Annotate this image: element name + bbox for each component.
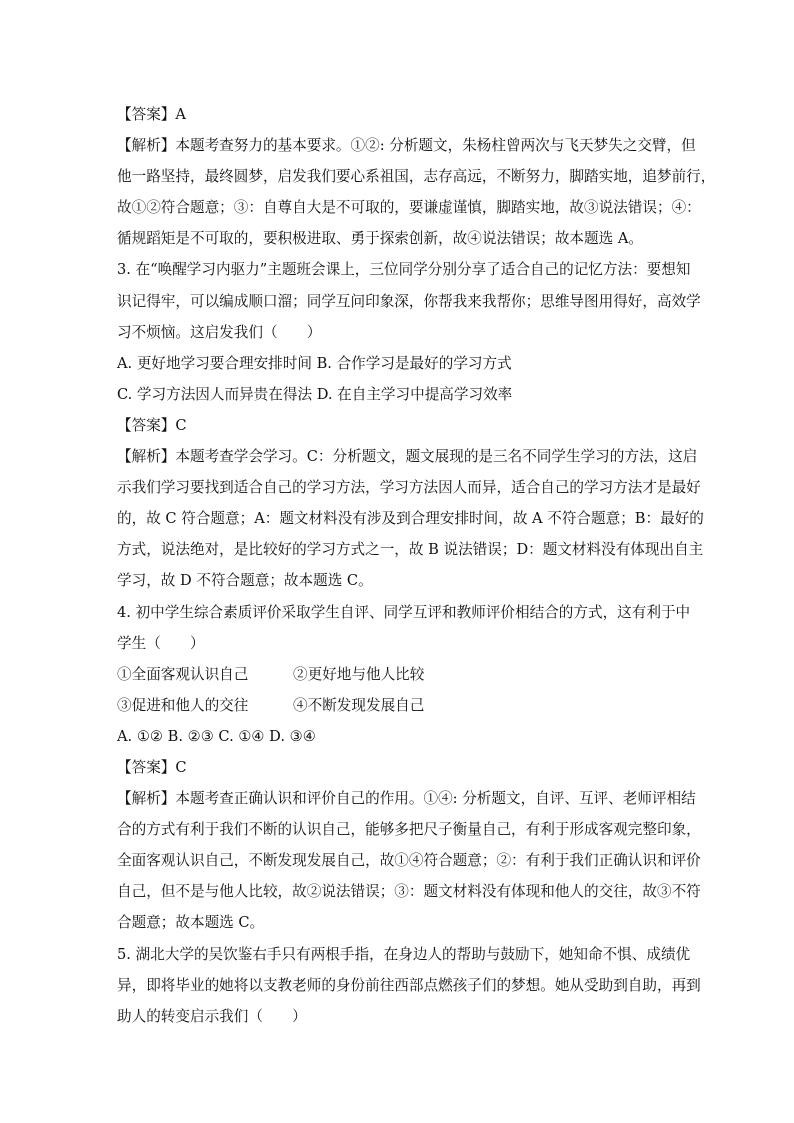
question-block (117, 254, 701, 347)
analysis-line: 他一路坚持，最终圆梦，启发我们要心系祖国，志存高远，不断努力，脚踏实地，追梦前行， (117, 168, 716, 186)
answer-line (117, 99, 691, 130)
analysis-line: 【解析】本题考查努力的基本要求。①②: 分析题文，朱杨柱曾两次与飞天梦失之交臂，但 (117, 137, 696, 155)
question-line: 学生（ ） (117, 634, 205, 652)
statement-option: ②更好地与他人比较 (293, 665, 425, 683)
options-line: A. ①② B. ②③ C. ①④ D. ③④ (117, 727, 316, 745)
statement-option: ①全面客观认识自己 (117, 665, 249, 683)
analysis-line: 的，故 C 符合题意；A：题文材料没有涉及到合理安排时间，故 A 不符合题意；B：最好的 (117, 510, 704, 528)
answer-value: A (175, 106, 186, 123)
question-line: 识记得牢，可以编成顺口溜；同学互问印象深，你帮我来我帮你；思维导图用得好，高效学 (117, 292, 701, 310)
statement-option: ③促进和他人的交往 (117, 696, 249, 714)
options-line: A. 更好地学习要合理安排时间 B. 合作学习是最好的学习方式 (117, 354, 512, 372)
answer-label: 【答案】 (117, 758, 176, 776)
options-block (117, 348, 691, 410)
answer-block (117, 99, 691, 130)
question-line: 异，即将毕业的她将以支教老师的身份前往西部点燃孩子们的梦想。她从受助到自助，再到 (117, 976, 701, 994)
options-line: C. 学习方法因人而异贵在得法 D. 在自主学习中提高学习效率 (117, 385, 513, 403)
analysis-line: 合的方式有利于我们不断的认识自己，能够多把尺子衡量自己，有利于形成客观完整印象， (117, 821, 701, 839)
pairs-block (117, 659, 691, 721)
analysis-block (117, 130, 716, 254)
answer-value: C (175, 416, 187, 434)
analysis-line: 示我们学习要找到适合自己的学习方法，学习方法因人而异，适合自己的学习方法才是最好 (117, 479, 701, 497)
question-block (117, 597, 691, 659)
answer-line (117, 410, 691, 441)
question-line: 4. 初中学生综合素质评价采取学生自评、同学互评和教师评价相结合的方式，这有利于中 (117, 603, 691, 621)
answer-block (117, 410, 691, 441)
question-line: 助人的转变启示我们（ ） (117, 1007, 307, 1025)
analysis-block (117, 783, 701, 938)
answer-value: C (175, 758, 187, 776)
document-content (117, 99, 716, 1032)
analysis-line: 【解析】本题考查学会学习。C：分析题文，题文展现的是三名不同学生学习的方法，这启 (117, 448, 698, 466)
analysis-line: 故①②符合题意；③：自尊自大是不可取的，要谦虚谨慎，脚踏实地，故③说法错误；④： (117, 199, 701, 217)
question-block (117, 939, 701, 1032)
options-block (117, 721, 691, 752)
option-pair-row (117, 659, 691, 690)
analysis-line: 学习，故 D 不符合题意；故本题选 C。 (117, 572, 373, 590)
question-line: 习不烦恼。这启发我们（ ） (117, 323, 322, 341)
answer-label: 【答案】 (117, 106, 176, 123)
analysis-line: 自己，但不是与他人比较，故②说法错误；③：题文材料没有体现和他人的交往，故③不符 (117, 883, 701, 901)
analysis-line: 【解析】本题考查正确认识和评价自己的作用。①④: 分析题文，自评、互评、老师评相结 (117, 790, 696, 808)
analysis-line: 循规蹈矩是不可取的，要积极进取、勇于探索创新，故④说法错误；故本题选 A。 (117, 230, 643, 248)
answer-block (117, 752, 691, 783)
statement-option: ④不断发现发展自己 (293, 696, 425, 714)
question-line: 5. 湖北大学的吴饮鉴右手只有两根手指，在身边人的帮助与鼓励下，她知命不惧、成绩优 (117, 945, 691, 963)
question-line: 3. 在“唤醒学习内驱力”主题班会课上，三位同学分别分享了适合自己的记忆方法：要想知 (117, 261, 691, 279)
analysis-line: 合题意；故本题选 C。 (117, 914, 265, 932)
analysis-block (117, 441, 704, 596)
option-pair-row (117, 690, 691, 721)
answer-line (117, 752, 691, 783)
analysis-line: 方式，说法绝对，是比较好的学习方式之一，故 B 说法错误；D：题文材料没有体现出自主 (117, 541, 704, 559)
analysis-line: 全面客观认识自己，不断发现发展自己，故①④符合题意；②：有利于我们正确认识和评价 (117, 852, 701, 870)
answer-label: 【答案】 (117, 416, 176, 434)
